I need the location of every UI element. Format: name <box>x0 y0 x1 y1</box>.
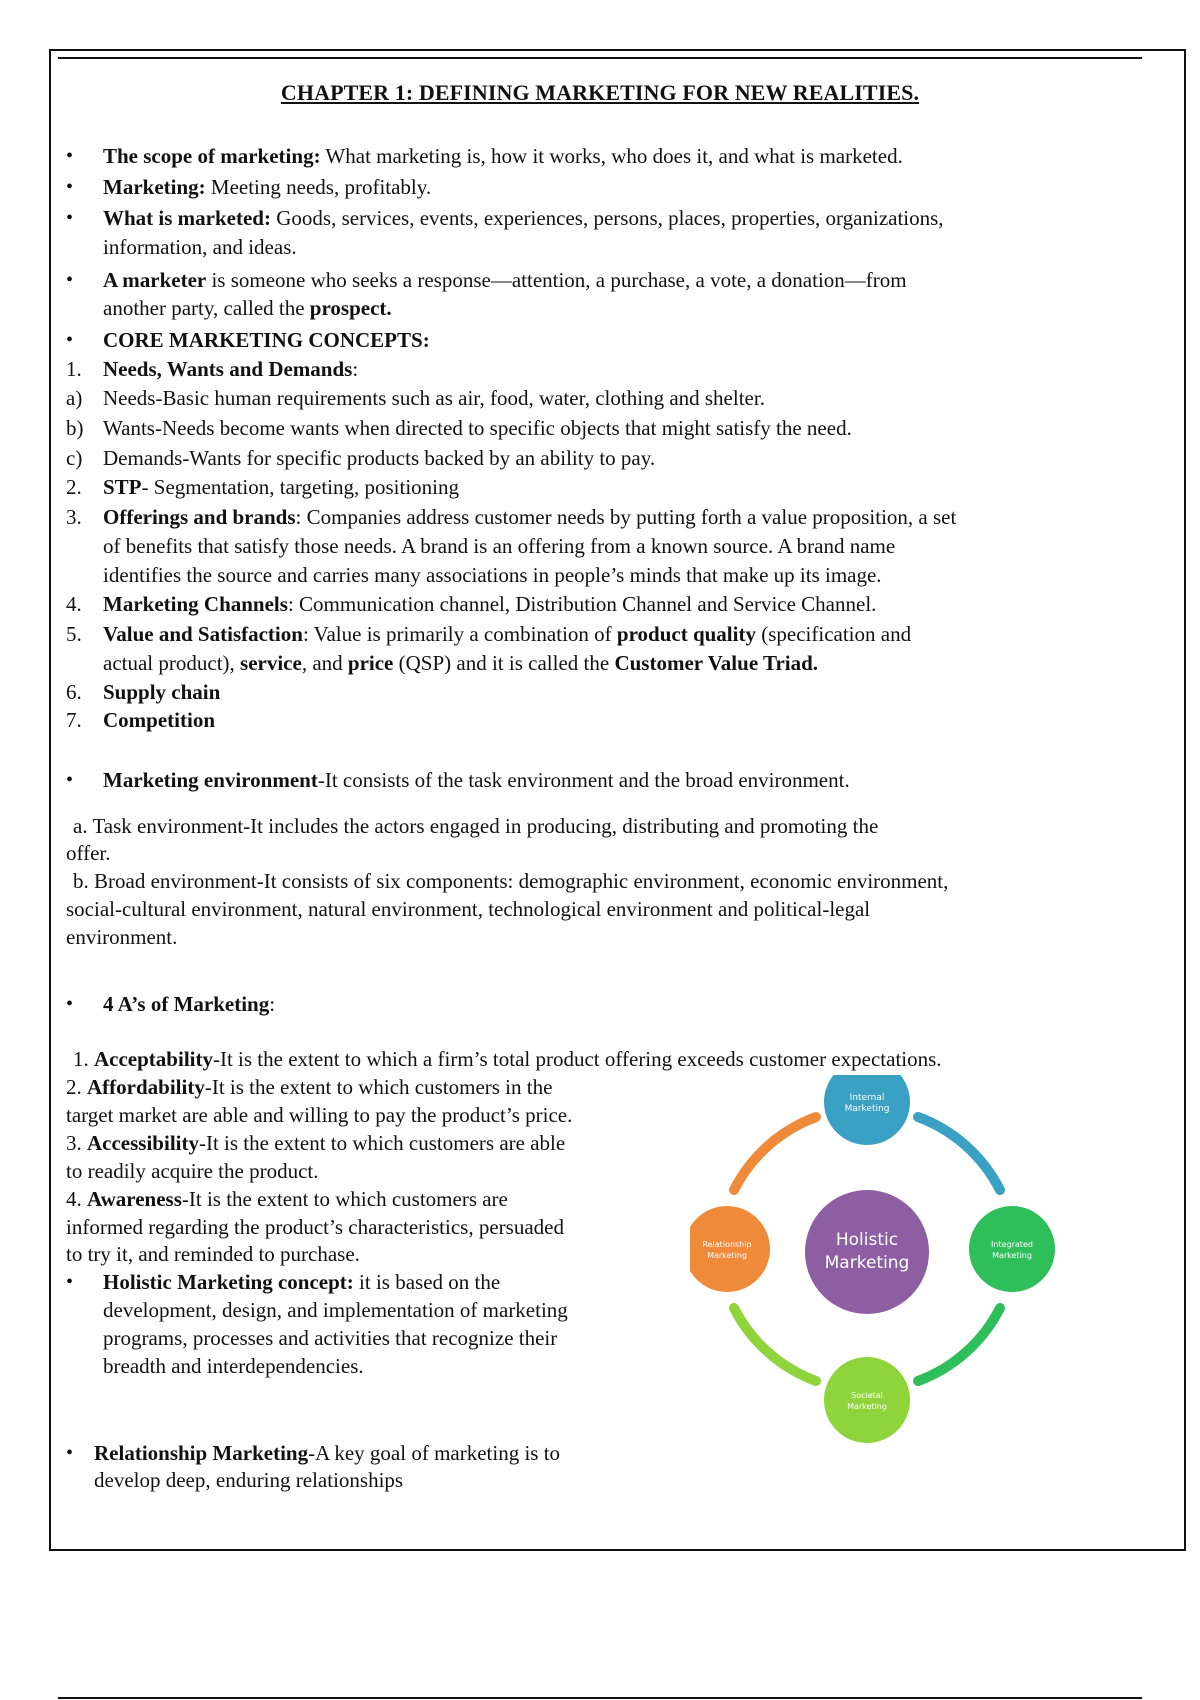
top-label-2: Marketing <box>844 1104 890 1114</box>
bullet-dot: • <box>66 1271 74 1293</box>
concept-needs-a: Needs-Basic human requirements such as air, food, water, clothing and shelter. <box>103 386 765 410</box>
concept-value-cont: actual product), service, and price (QSP) and it is called the Customer Value Triad. <box>103 651 819 675</box>
list-marker: 6. <box>66 680 82 704</box>
list-marker: 5. <box>66 622 82 646</box>
concept-offerings-cont: of benefits that satisfy those needs. A brand is an offering from a known source. A brand name <box>103 534 896 558</box>
holistic-item-cont: development, design, and implementation of marketing <box>103 1298 568 1322</box>
left-node <box>690 1206 770 1292</box>
arc-left-top <box>734 1117 816 1190</box>
concept-needs: Needs, Wants and Demands: <box>103 357 359 381</box>
chapter-title: CHAPTER 1: DEFINING MARKETING FOR NEW REALITIES. <box>280 80 920 105</box>
concept-demands-c: Demands-Wants for specific products backed by an ability to pay. <box>103 446 656 470</box>
scope-item: The scope of marketing: What marketing is, how it works, who does it, and what is marketed. <box>103 144 903 168</box>
accessibility-item: 3. Accessibility-It is the extent to which customers are able <box>66 1131 566 1155</box>
arc-right-bottom <box>918 1308 1000 1381</box>
marketer-item: A marketer is someone who seeks a response—attention, a purchase, a vote, a donation—from <box>103 268 907 292</box>
center-label-1: Holistic <box>835 1230 899 1250</box>
bottom-rule <box>58 1697 1142 1699</box>
right-label-1: Integrated <box>991 1240 1033 1249</box>
center-label-2: Marketing <box>824 1253 910 1273</box>
concept-value: Value and Satisfaction: Value is primarily a combination of product quality (specification and <box>103 622 912 646</box>
concept-wants-b: Wants-Needs become wants when directed to specific objects that might satisfy the need. <box>103 416 852 440</box>
list-marker: 2. <box>66 475 82 499</box>
list-marker: c) <box>66 446 83 470</box>
affordability-item: 2. Affordability-It is the extent to which customers in the <box>66 1075 553 1099</box>
relationship-item: Relationship Marketing-A key goal of marketing is to <box>94 1441 561 1465</box>
bottom-label-1: Societal <box>851 1391 883 1400</box>
right-label-2: Marketing <box>992 1251 1032 1260</box>
left-label-1: Relationship <box>702 1240 752 1249</box>
bottom-node <box>824 1357 910 1443</box>
four-as-heading: 4 A’s of Marketing: <box>103 992 276 1016</box>
bullet-dot: • <box>66 329 74 351</box>
concept-offerings-cont: identifies the source and carries many associations in people’s minds that make up its image. <box>103 563 882 587</box>
concept-stp: STP- Segmentation, targeting, positioning <box>103 475 460 499</box>
right-node <box>969 1206 1055 1292</box>
awareness-item-cont: informed regarding the product’s characteristics, persuaded <box>66 1215 564 1239</box>
concept-supply-chain: Supply chain <box>103 680 221 704</box>
concept-competition: Competition <box>103 708 215 732</box>
bullet-dot: • <box>66 207 74 229</box>
bullet-dot: • <box>66 769 74 791</box>
holistic-marketing-diagram <box>690 1075 1060 1450</box>
environment-item: Marketing environment-It consists of the task environment and the broad environment. <box>103 768 850 792</box>
concept-offerings: Offerings and brands: Companies address customer needs by putting forth a value proposition, a set <box>103 505 957 529</box>
relationship-item-cont: develop deep, enduring relationships <box>94 1468 404 1492</box>
list-marker: 3. <box>66 505 82 529</box>
task-environment: a. Task environment-It includes the actors engaged in producing, distributing and promoting the <box>73 814 879 838</box>
awareness-item-cont: to try it, and reminded to purchase. <box>66 1242 360 1266</box>
task-environment-cont: offer. <box>66 841 111 865</box>
list-marker: b) <box>66 416 84 440</box>
awareness-item: 4. Awareness-It is the extent to which customers are <box>66 1187 508 1211</box>
list-marker: 4. <box>66 592 82 616</box>
bullet-dot: • <box>66 176 74 198</box>
top-rule <box>58 57 1142 59</box>
affordability-item-cont: target market are able and willing to pay the product’s price. <box>66 1103 573 1127</box>
concept-channels: Marketing Channels: Communication channel, Distribution Channel and Service Channel. <box>103 592 877 616</box>
bottom-label-2: Marketing <box>847 1402 887 1411</box>
bullet-dot: • <box>66 269 74 291</box>
list-marker: 7. <box>66 708 82 732</box>
holistic-item: Holistic Marketing concept: it is based on the <box>103 1270 501 1294</box>
bullet-dot: • <box>66 1442 74 1464</box>
top-label-1: Internal <box>849 1093 885 1103</box>
core-concepts-heading: CORE MARKETING CONCEPTS: <box>103 328 430 352</box>
holistic-item-cont: breadth and interdependencies. <box>103 1354 364 1378</box>
accessibility-item-cont: to readily acquire the product. <box>66 1159 319 1183</box>
acceptability-item: 1. Acceptability-It is the extent to which a firm’s total product offering exceeds customer expectations. <box>73 1047 942 1071</box>
marketer-item-cont: another party, called the prospect. <box>103 296 392 320</box>
arc-bottom-left <box>734 1308 816 1381</box>
center-node <box>805 1190 929 1314</box>
broad-environment-cont: social-cultural environment, natural environment, technological environment and political-legal <box>66 897 871 921</box>
what-marketed-item-cont: information, and ideas. <box>103 235 297 259</box>
marketing-item: Marketing: Meeting needs, profitably. <box>103 175 432 199</box>
bullet-dot: • <box>66 145 74 167</box>
arc-top-right <box>918 1117 1000 1190</box>
left-label-2: Marketing <box>707 1251 747 1260</box>
list-marker: 1. <box>66 357 82 381</box>
bullet-dot: • <box>66 993 74 1015</box>
what-marketed-item: What is marketed: Goods, services, events, experiences, persons, places, properties, organizations, <box>103 206 944 230</box>
list-marker: a) <box>66 386 83 410</box>
holistic-item-cont: programs, processes and activities that recognize their <box>103 1326 558 1350</box>
broad-environment-cont: environment. <box>66 925 178 949</box>
broad-environment: b. Broad environment-It consists of six components: demographic environment, economic environment, <box>73 869 949 893</box>
